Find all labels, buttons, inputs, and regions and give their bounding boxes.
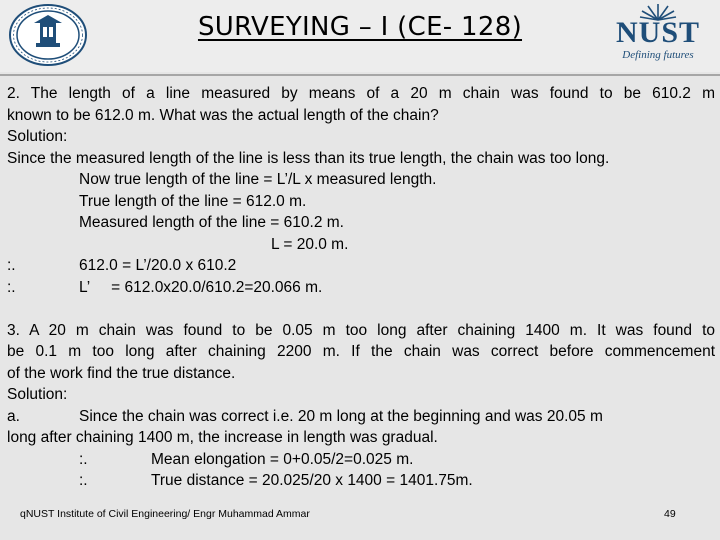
header-divider	[0, 74, 720, 76]
therefore-symbol: :.	[79, 450, 88, 468]
solution-line: Now true length of the line = L’/L x measured length.	[79, 171, 437, 188]
spacer	[7, 298, 715, 320]
footer-bullet: q	[20, 508, 26, 520]
logo-tagline: Defining futures	[622, 49, 694, 61]
slide-header	[0, 0, 720, 72]
problem-3-line-2: be 0.1 m too long after chaining 2200 m. If the chain was correct before commencement	[7, 343, 715, 360]
page-number: 49	[664, 508, 676, 520]
solution-line: Since the measured length of the line is less than its true length, the chain was too long.	[7, 149, 610, 167]
solution-line: long after chaining 1400 m, the increase in length was gradual.	[7, 429, 438, 446]
equation-text: Mean elongation = 0+0.05/2=0.025 m.	[151, 450, 414, 468]
solution-line: L = 20.0 m.	[271, 235, 349, 253]
solution-heading: Solution:	[7, 386, 68, 403]
problem-2-line-1: 2. The length of a line measured by means of a 20 m chain was found to be 610.2 m	[7, 85, 715, 102]
equation-text: 612.0 = L’/20.0 x 610.2	[79, 257, 237, 274]
therefore-symbol: :.	[7, 257, 16, 274]
item-marker: a.	[7, 407, 20, 425]
solution-heading: Solution:	[7, 128, 68, 145]
solution-line	[7, 470, 715, 492]
solution-line: True length of the line = 612.0 m.	[79, 192, 307, 210]
solution-text: Since the chain was correct i.e. 20 m long at the beginning and was 20.05 m	[79, 407, 603, 425]
nust-logo	[600, 2, 716, 66]
logo-wordmark: NUST	[615, 16, 701, 49]
equation-text: True distance = 20.025/20 x 1400 = 1401.75m.	[151, 472, 473, 489]
solution-line	[7, 255, 715, 277]
slide-footer	[20, 508, 310, 520]
footer-text: NUST Institute of Civil Engineering/ Engr Muhammad Ammar	[25, 508, 310, 520]
therefore-symbol: :.	[79, 472, 88, 489]
problem-3-line-3: of the work find the true distance.	[7, 364, 236, 382]
solution-line	[7, 449, 715, 471]
solution-line	[7, 406, 715, 428]
solution-line	[7, 277, 715, 299]
slide-title: SURVEYING – I (CE- 128)	[197, 12, 523, 42]
slide-body	[7, 83, 715, 492]
equation-text: L’ = 612.0x20.0/610.2=20.066 m.	[79, 278, 323, 296]
problem-2-line-2: known to be 612.0 m. What was the actual length of the chain?	[7, 106, 439, 124]
therefore-symbol: :.	[7, 278, 16, 296]
problem-3-line-1: 3. A 20 m chain was found to be 0.05 m too long after chaining 1400 m. It was found to	[7, 321, 715, 339]
solution-line: Measured length of the line = 610.2 m.	[79, 214, 344, 231]
